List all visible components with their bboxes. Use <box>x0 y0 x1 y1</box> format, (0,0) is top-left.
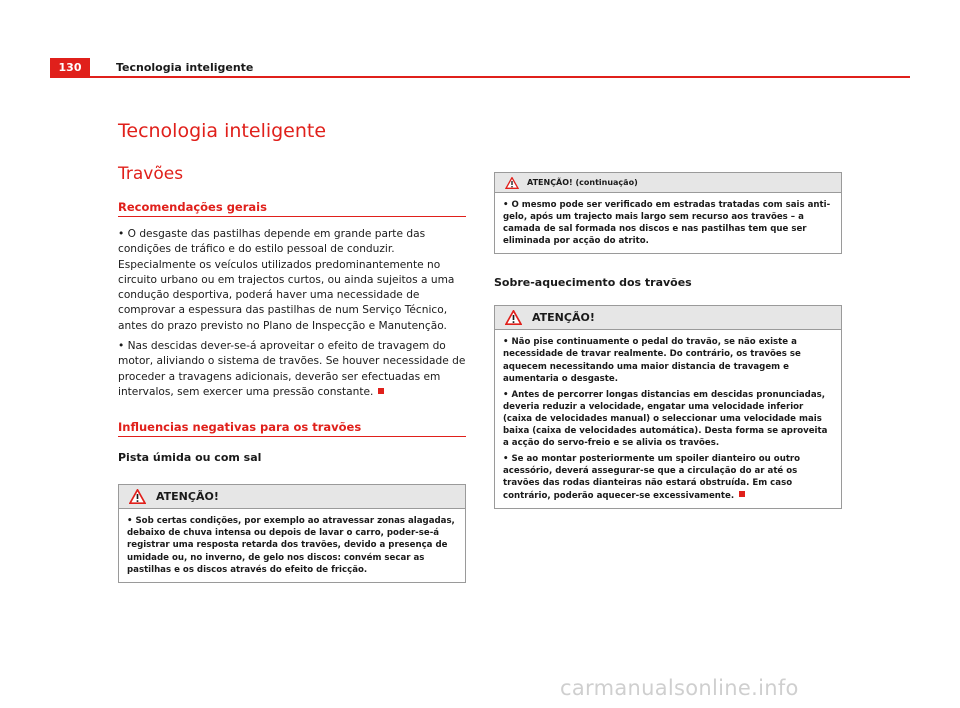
warning-box-continued <box>494 172 842 254</box>
subsection-title-general: Recomendações gerais <box>118 200 466 217</box>
warning-header <box>119 485 465 509</box>
page-header <box>50 58 910 78</box>
subsection-title-negative: Influencias negativas para os travões <box>118 420 466 437</box>
warning-text: • Sob certas condições, por exemplo ao atravessar zonas alagadas, debaixo de chuva intensa ou depois de lavar o carro, poder-se-á registrar uma resposta retarda dos travões, devido a presença de umidade ou, no inverno, de gelo nos discos: convém secar as pastilhas e os discos através do efeito de fricção. <box>127 516 455 575</box>
warning-label: ATENÇÃO! <box>156 490 219 504</box>
section-end-icon <box>739 491 745 497</box>
warning-body <box>495 330 841 507</box>
section-title: Travões <box>118 164 184 184</box>
header-rule <box>90 76 910 78</box>
warning-item: • Antes de percorrer longas distancias em descidas pronunciadas, deveria reduzir a velocidade, engatar uma velocidade inferior (caixa de velocidades manual) o seleccionar uma velocidade mais baixa (caixa de velocidades automática). Desta forma se aproveita a acção do servo-freio e se alivia os travões. <box>503 389 828 449</box>
warning-triangle-icon <box>505 177 519 189</box>
paragraph-descents: • Nas descidas dever-se-á aproveitar o efeito de travagem do motor, aliviando o sistema de travões. Se houver necessidade de proceder a travagens adicionais, deverão ser efectuadas em intervalos, sem exercer uma pressão constante. <box>118 340 466 398</box>
warning-header <box>495 306 841 330</box>
warning-label: ATENÇÃO! (continuação) <box>527 178 638 187</box>
warning-item: • Não pise continuamente o pedal do travão, se não existe a necessidade de travar realmente. Do contrário, os travões se aquecem necessitando uma maior distancia de travagem e aumentaria o desgaste. <box>503 337 801 384</box>
heading-overheating: Sobre-aquecimento dos travões <box>494 276 692 290</box>
warning-item: • Se ao montar posteriormente um spoiler dianteiro ou outro acessório, deverá assegurar-se que a circulação do ar até os travões das rodas dianteiras não estará obstruída. Em caso contrário, poderão aquecer-se excessivamente. <box>503 454 801 501</box>
watermark: carmanualsonline.info <box>560 676 799 700</box>
warning-triangle-icon <box>129 489 146 504</box>
warning-header <box>495 173 841 193</box>
page-number: 130 <box>50 58 90 78</box>
right-column <box>494 172 842 509</box>
warning-triangle-icon <box>505 310 522 325</box>
warning-body <box>119 509 465 581</box>
left-column <box>118 120 466 583</box>
heading-wet-road: Pista úmida ou com sal <box>118 451 262 465</box>
warning-label: ATENÇÃO! <box>532 311 595 325</box>
running-title: Tecnologia inteligente <box>116 61 254 74</box>
chapter-title: Tecnologia inteligente <box>118 120 327 142</box>
warning-box-overheating <box>494 305 842 508</box>
section-end-icon <box>378 388 384 394</box>
warning-body <box>495 193 841 253</box>
warning-text: • O mesmo pode ser verificado em estradas tratadas com sais anti-gelo, após um trajecto mais largo sem recurso aos travões – a camada de sal formada nos discos e nas pastilhas tem que ser eliminada por acção do atrito. <box>503 200 831 247</box>
paragraph-wear: • O desgaste das pastilhas depende em grande parte das condições de tráfico e do estilo pessoal de conduzir. Especialmente os veículos utilizados predominantemente no circuito urbano ou em trajectos curtos, ou ainda sujeitos a uma condução desportiva, poderá haver uma necessidade de comprovar a espessura das pastilhas de num Serviço Técnico, antes do prazo previsto no Plano de Inspecção e Manutenção. <box>118 228 455 332</box>
warning-box-wet <box>118 484 466 582</box>
